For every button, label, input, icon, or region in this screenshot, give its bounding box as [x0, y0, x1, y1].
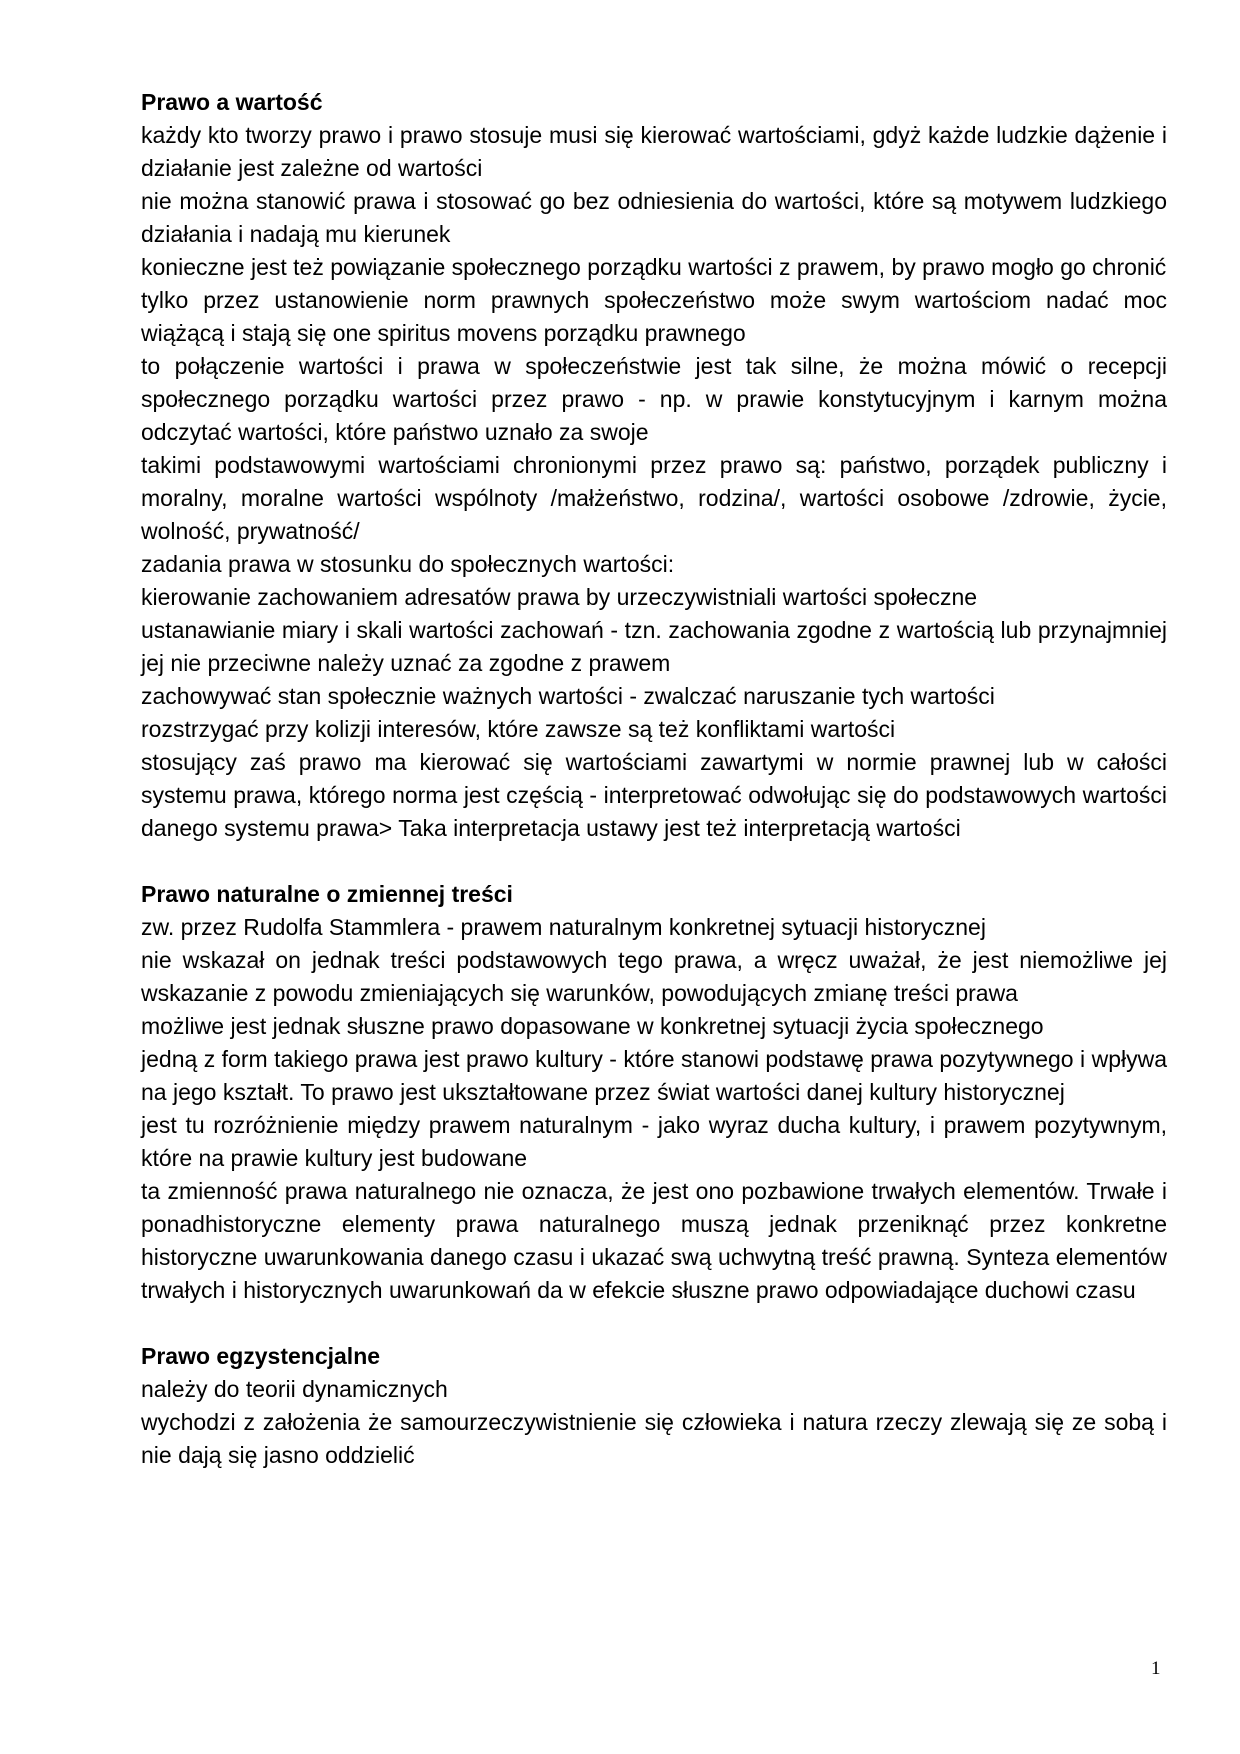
section-heading: Prawo egzystencjalne [141, 1343, 381, 1369]
paragraph: nie wskazał on jednak treści podstawowych tego prawa, a wręcz uważał, że jest niemożliwe jej wskazanie z powodu zmieniających się warunków, powodujących zmianę treści prawa [141, 947, 1167, 1006]
paragraph: możliwe jest jednak słuszne prawo dopasowane w konkretnej sytuacji życia społecznego [141, 1013, 1044, 1039]
paragraph: nie można stanowić prawa i stosować go bez odniesienia do wartości, które są motywem ludzkiego działania i nadają mu kierunek [141, 188, 1167, 247]
paragraph: zw. przez Rudolfa Stammlera - prawem naturalnym konkretnej sytuacji historycznej [141, 914, 986, 940]
paragraph: jest tu rozróżnienie między prawem naturalnym - jako wyraz ducha kultury, i prawem pozytywnym, które na prawie kultury jest budowane [141, 1112, 1167, 1171]
paragraph: kierowanie zachowaniem adresatów prawa by urzeczywistniali wartości społeczne [141, 584, 978, 610]
paragraph: wychodzi z założenia że samourzeczywistnienie się człowieka i natura rzeczy zlewają się ze sobą i nie dają się jasno oddzielić [141, 1409, 1167, 1468]
paragraph: stosujący zaś prawo ma kierować się wartościami zawartymi w normie prawnej lub w całości systemu prawa, którego norma jest częścią - interpretować odwołując się do podstawowych wartości danego systemu prawa> Taka interpretacja ustawy jest też interpretacją wartości [141, 749, 1167, 841]
section-heading: Prawo naturalne o zmiennej treści [141, 881, 513, 907]
paragraph: należy do teorii dynamicznych [141, 1376, 448, 1402]
paragraph: ta zmienność prawa naturalnego nie oznacza, że jest ono pozbawione trwałych elementów. Trwałe i ponadhistoryczne elementy prawa naturalnego muszą jednak przeniknąć przez konkretne historyczne uwarunkowania danego czasu i ukazać swą uchwytną treść prawną. Synteza elementów trwałych i historycznych uwarunkowań da w efekcie słuszne prawo odpowiadające duchowi czasu [141, 1178, 1167, 1303]
paragraph: jedną z form takiego prawa jest prawo kultury - które stanowi podstawę prawa pozytywnego i wpływa na jego kształt. To prawo jest ukształtowane przez świat wartości danej kultury historycznej [141, 1046, 1167, 1105]
paragraph: takimi podstawowymi wartościami chronionymi przez prawo są: państwo, porządek publiczny i moralny, moralne wartości wspólnoty /małżeństwo, rodzina/, wartości osobowe /zdrowie, życie, wolność, prywatność/ [141, 452, 1167, 544]
section-prawo-egzystencjalne [141, 1340, 1167, 1472]
paragraph: tylko przez ustanowienie norm prawnych społeczeństwo może swym wartościom nadać moc wiążącą i stają się one spiritus movens porządku prawnego [141, 287, 1167, 346]
section-prawo-naturalne [141, 878, 1167, 1307]
page-number: 1 [1151, 1658, 1161, 1679]
document-page [141, 86, 1167, 1505]
paragraph: zachowywać stan społecznie ważnych wartości - zwalczać naruszanie tych wartości [141, 683, 995, 709]
paragraph: każdy kto tworzy prawo i prawo stosuje musi się kierować wartościami, gdyż każde ludzkie dążenie i działanie jest zależne od wartości [141, 122, 1167, 181]
paragraph: rozstrzygać przy kolizji interesów, które zawsze są też konfliktami wartości [141, 716, 896, 742]
paragraph: konieczne jest też powiązanie społecznego porządku wartości z prawem, by prawo mogło go chronić [141, 254, 1167, 280]
section-prawo-a-wartosc [141, 86, 1167, 845]
section-heading: Prawo a wartość [141, 89, 323, 115]
paragraph: to połączenie wartości i prawa w społeczeństwie jest tak silne, że można mówić o recepcji społecznego porządku wartości przez prawo - np. w prawie konstytucyjnym i karnym można odczytać wartości, które państwo uznało za swoje [141, 353, 1167, 445]
paragraph: ustanawianie miary i skali wartości zachowań - tzn. zachowania zgodne z wartością lub przynajmniej jej nie przeciwne należy uznać za zgodne z prawem [141, 617, 1167, 676]
paragraph: zadania prawa w stosunku do społecznych wartości: [141, 551, 675, 577]
